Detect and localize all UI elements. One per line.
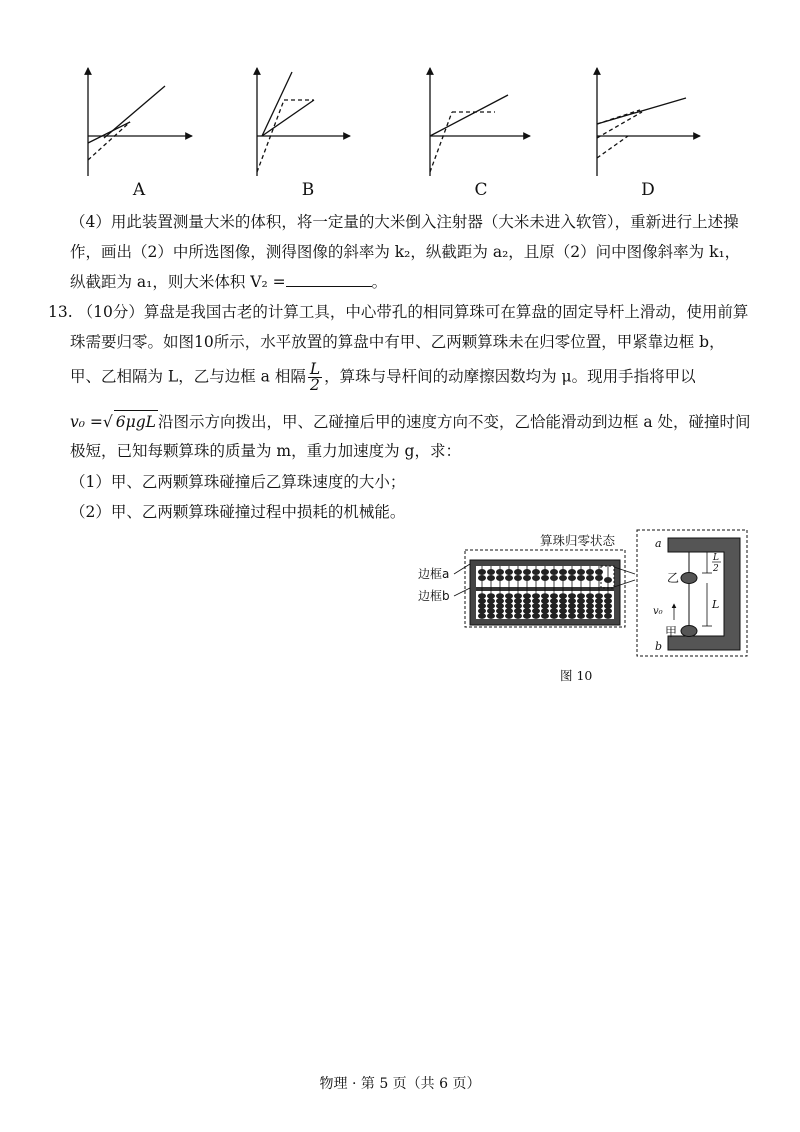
q13-part2: （2）甲、乙两颗算珠碰撞过程中损耗的机械能。 — [70, 503, 406, 521]
inset-l2-den: 2 — [713, 564, 719, 574]
fraction-l-over-2 — [308, 362, 322, 393]
inset-v0-label: v₀ — [653, 606, 663, 617]
q12-part4-line3-end: 。 — [371, 273, 388, 291]
q13-line5: 极短，已知每颗算珠的质量为 m，重力加速度为 g，求： — [70, 442, 461, 460]
graph-b — [257, 68, 350, 176]
inset-a-label: a — [655, 537, 662, 550]
inset-yi-label: 乙 — [667, 571, 680, 585]
option-label-d: D — [641, 180, 655, 200]
inset-l-label: L — [712, 598, 720, 611]
graph-c — [430, 68, 530, 176]
frame-a-label: 边框a — [418, 567, 450, 581]
option-label-b: B — [301, 180, 315, 200]
q12-part4-line3-text: 纵截距为 a₁，则大米体积 V₂ = — [70, 273, 286, 291]
q12-part4-line3 — [70, 271, 760, 293]
page-footer: 物理 · 第 5 页（共 6 页） — [319, 1076, 481, 1092]
answer-blank[interactable] — [286, 272, 372, 287]
q12-part4-line2: 作，画出（2）中所选图像，测得图像的斜率为 k₂，纵截距为 a₂，且原（2）问中图像斜率为 k₁， — [70, 243, 741, 261]
q13-line3-prefix: 甲、乙相隔为 L，乙与边框 a 相隔 — [70, 367, 306, 386]
option-label-a: A — [132, 180, 146, 200]
graph-d — [597, 68, 700, 176]
graph-options — [0, 60, 800, 180]
q12-part4-line1: （4）用此装置测量大米的体积，将一定量的大米倒入注射器（大米未进入软管），重新进行上述操 — [70, 213, 739, 231]
graph-a — [88, 68, 192, 176]
frame-b-label: 边框b — [418, 589, 450, 603]
figure-caption: 图 10 — [560, 668, 593, 683]
q13-line4: v₀ =√ 6μgL 沿图示方向拨出，甲、乙碰撞后甲的速度方向不变，乙恰能滑动到边框 a 处，碰撞时间 — [70, 410, 760, 433]
fig-title: 算珠归零状态 — [540, 533, 616, 548]
q13-line3 — [70, 362, 760, 393]
q13-line3-suffix: ，算珠与导杆间的动摩擦因数均为 μ。现用手指将甲以 — [324, 367, 696, 386]
inset-jia-label: 甲 — [665, 625, 678, 639]
option-label-c: C — [474, 180, 488, 200]
sqrt-content: 6μgL — [115, 413, 156, 431]
q13-line1 — [48, 301, 760, 323]
frac-den: 2 — [310, 376, 320, 394]
sqrt-expression — [114, 410, 158, 433]
v0-symbol: v₀ = — [70, 413, 103, 431]
frac-num: L — [309, 360, 321, 378]
q13-line4-rest: 沿图示方向拨出，甲、乙碰撞后甲的速度方向不变，乙恰能滑动到边框 a 处，碰撞时间 — [157, 413, 751, 431]
inset-b-label: b — [655, 640, 663, 653]
q13-line2: 珠需要归零。如图10所示，水平放置的算盘中有甲、乙两颗算珠未在归零位置，甲紧靠边框 b， — [70, 333, 725, 351]
q13-text1: （10分）算盘是我国古老的计算工具，中心带孔的相同算珠可在算盘的固定导杆上滑动，使用前算 — [77, 303, 749, 321]
q13-number: 13. — [48, 303, 73, 321]
figure-10-abacus — [410, 528, 770, 663]
q13-part1: （1）甲、乙两颗算珠碰撞后乙算珠速度的大小； — [70, 473, 406, 491]
inset-l2-num: L — [713, 553, 719, 563]
